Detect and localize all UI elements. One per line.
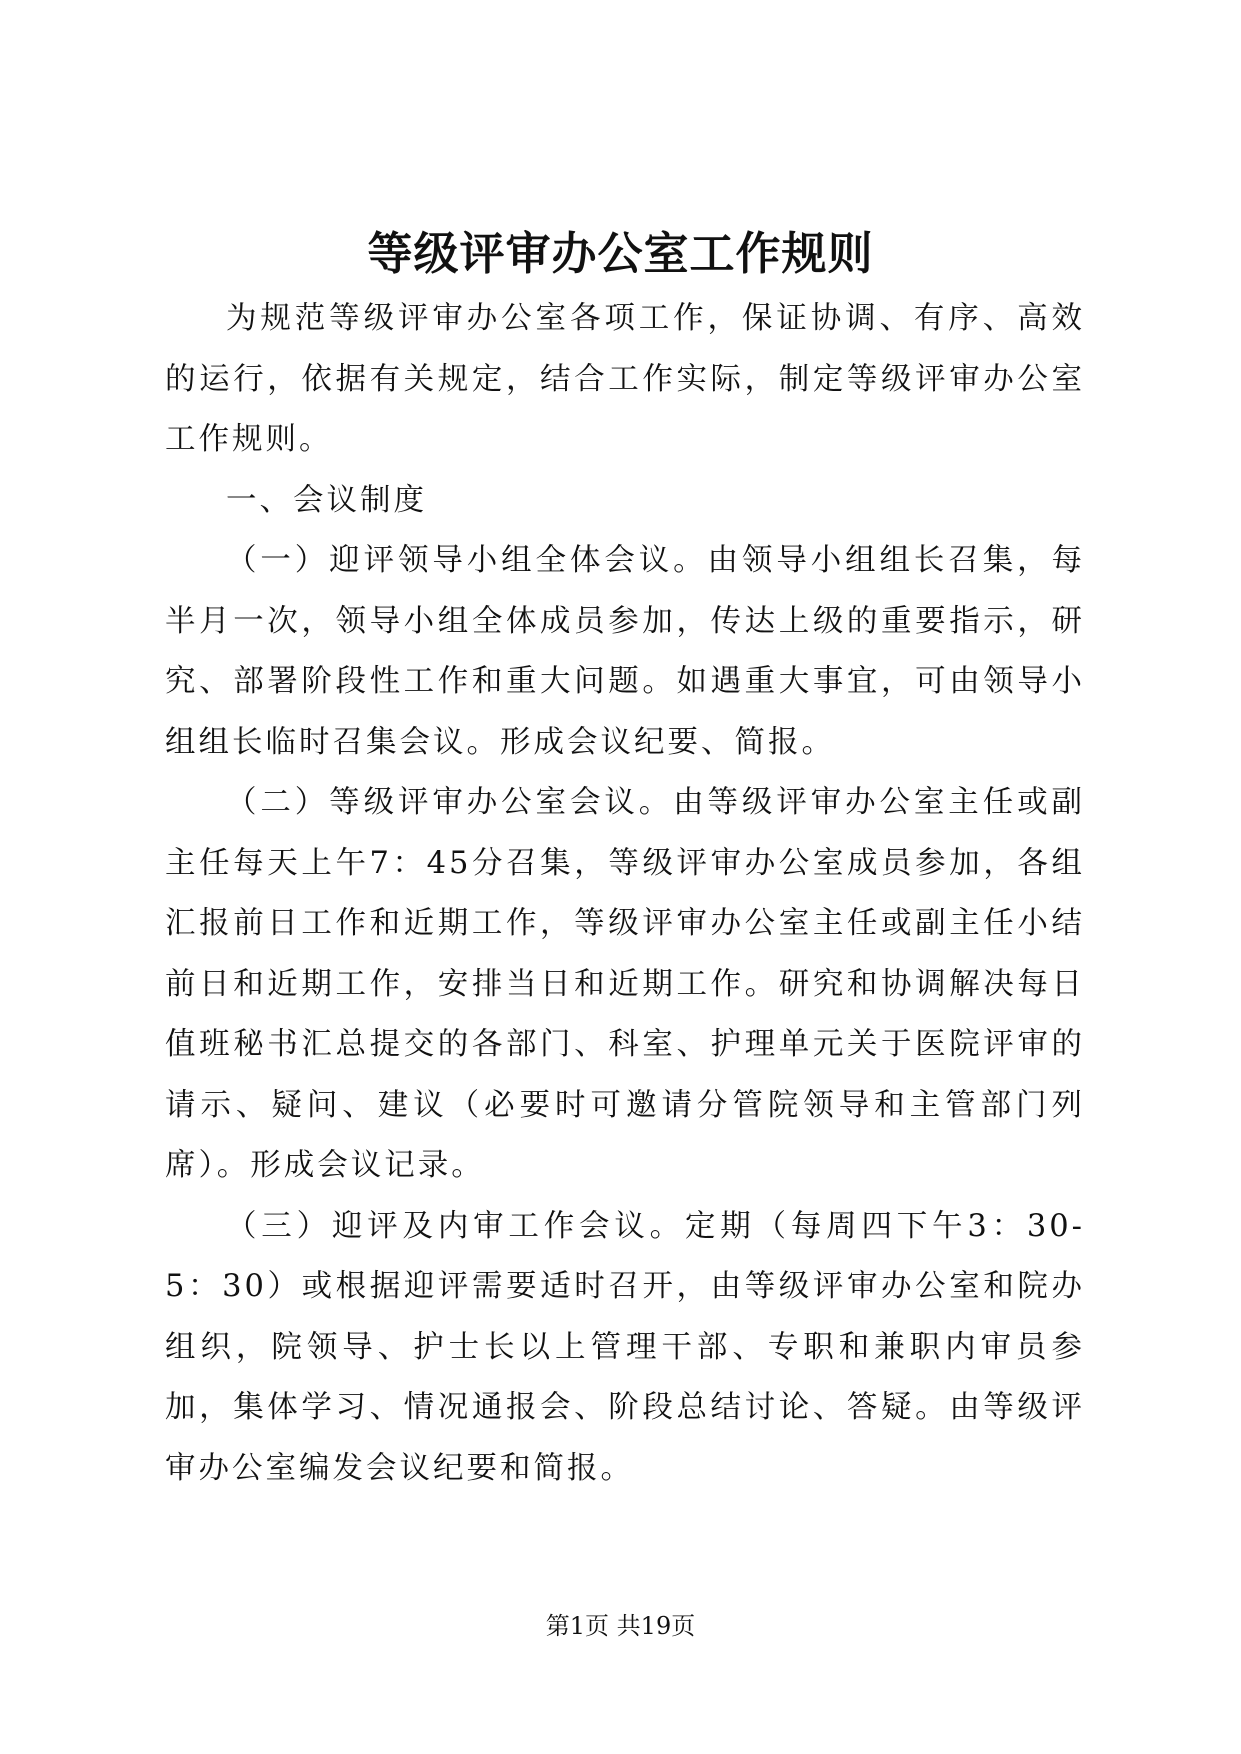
intro-paragraph: 为规范等级评审办公室各项工作，保证协调、有序、高效的运行，依据有关规定，结合工作实际，制定等级评审办公室工作规则。 <box>165 301 1085 457</box>
paragraph-internal-audit-meeting: （三）迎评及内审工作会议。定期（每周四下午3：30-5：30）或根据迎评需要适时召开，由等级评审办公室和院办组织，院领导、护士长以上管理干部、专职和兼职内审员参加，集体学习、情况通报会、阶段总结讨论、答疑。由等级评审办公室编发会议纪要和简报。 <box>165 1208 1085 1486</box>
paragraph-office-meeting: （二）等级评审办公室会议。由等级评审办公室主任或副主任每天上午7：45分召集，等级评审办公室成员参加，各组汇报前日工作和近期工作，等级评审办公室主任或副主任小结前日和近期工作，安排当日和近期工作。研究和协调解决每日值班秘书汇总提交的各部门、科室、护理单元关于医院评审的请示、疑问、建议（必要时可邀请分管院领导和主管部门列席）。形成会议记录。 <box>165 785 1085 1183</box>
document-body <box>165 289 1085 1499</box>
paragraph-leadership-meeting: （一）迎评领导小组全体会议。由领导小组组长召集，每半月一次，领导小组全体成员参加，传达上级的重要指示，研究、部署阶段性工作和重大问题。如遇重大事宜，可由领导小组组长临时召集会议。形成会议纪要、简报。 <box>165 543 1085 760</box>
page-number-footer: 第1页 共19页 <box>545 1612 696 1640</box>
document-title: 等级评审办公室工作规则 <box>367 227 874 280</box>
section-heading-meeting-system: 一、会议制度 <box>226 482 427 518</box>
